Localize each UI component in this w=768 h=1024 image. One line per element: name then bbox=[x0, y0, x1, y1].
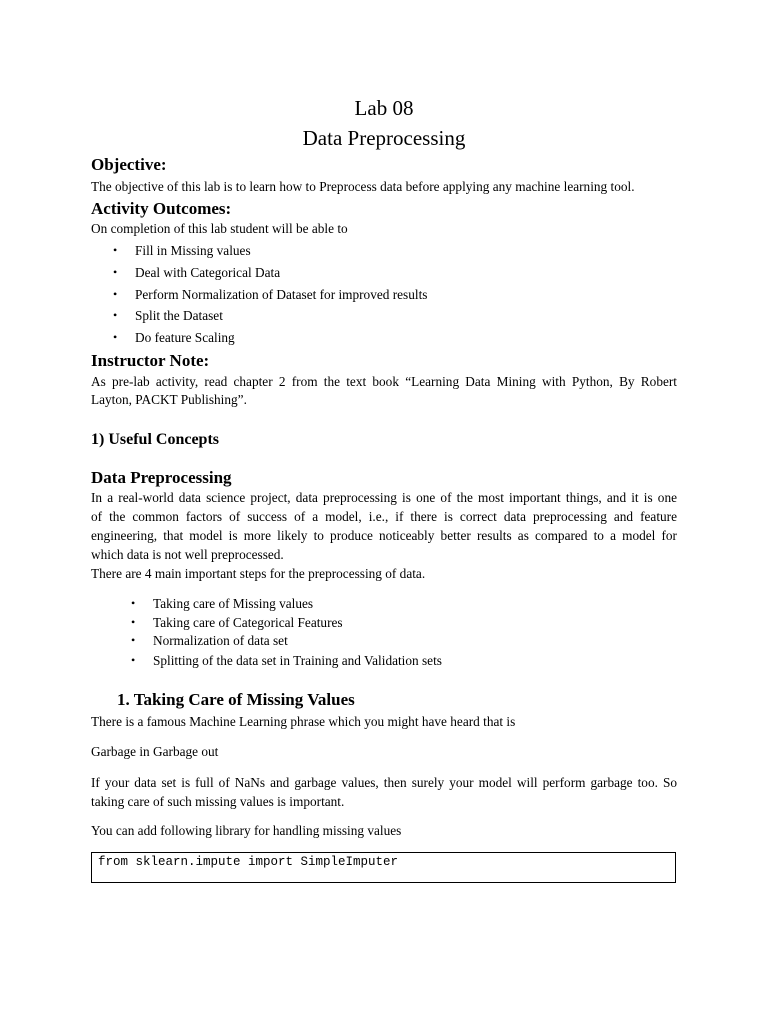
instructor-note-line2: Layton, PACKT Publishing”. bbox=[91, 392, 247, 407]
bullet-icon: • bbox=[131, 653, 136, 667]
bullet-icon: • bbox=[113, 287, 118, 301]
list-item: Deal with Categorical Data bbox=[135, 265, 281, 280]
list-item: Normalization of data set bbox=[153, 633, 288, 648]
preprocessing-para-line4: which data is not well preprocessed. bbox=[91, 547, 284, 562]
objective-text: The objective of this lab is to learn how to Preprocess data before applying any machine learning tool. bbox=[91, 179, 635, 194]
data-preprocessing-heading: Data Preprocessing bbox=[91, 468, 232, 487]
missing-values-heading: 1. Taking Care of Missing Values bbox=[117, 690, 355, 709]
bullet-icon: • bbox=[131, 633, 136, 647]
list-item: Taking care of Categorical Features bbox=[153, 615, 343, 630]
preprocessing-para-line3: engineering, that model is more likely to produce noticeably better results as compared to a model for bbox=[91, 528, 677, 543]
code-block bbox=[91, 852, 676, 883]
bullet-icon: • bbox=[113, 308, 118, 322]
useful-concepts-heading: 1) Useful Concepts bbox=[91, 431, 219, 448]
preprocessing-para-line2: of the common factors of success of a model, i.e., if there is correct data preprocessing and feature bbox=[91, 509, 677, 524]
bullet-icon: • bbox=[113, 243, 118, 257]
preprocessing-para-line1: In a real-world data science project, data preprocessing is one of the most important things, and it is one bbox=[91, 490, 677, 505]
instructor-note-heading: Instructor Note: bbox=[91, 351, 210, 370]
list-item: Fill in Missing values bbox=[135, 243, 251, 258]
list-item: Do feature Scaling bbox=[135, 330, 235, 345]
lab-title: Data Preprocessing bbox=[302, 126, 466, 150]
lab-number: Lab 08 bbox=[354, 96, 414, 120]
missing-values-para-line2: taking care of such missing values is important. bbox=[91, 794, 345, 809]
missing-values-intro: There is a famous Machine Learning phrase which you might have heard that is bbox=[91, 714, 516, 729]
list-item: Splitting of the data set in Training and Validation sets bbox=[153, 653, 442, 668]
code-line: from sklearn.impute import SimpleImputer bbox=[98, 855, 399, 869]
list-item: Perform Normalization of Dataset for improved results bbox=[135, 287, 428, 302]
missing-values-para-line1: If your data set is full of NaNs and garbage values, then surely your model will perform garbage too. So bbox=[91, 775, 677, 790]
bullet-icon: • bbox=[131, 615, 136, 629]
library-intro: You can add following library for handling missing values bbox=[91, 823, 402, 838]
steps-intro: There are 4 main important steps for the preprocessing of data. bbox=[91, 566, 426, 581]
bullet-icon: • bbox=[113, 330, 118, 344]
objective-heading: Objective: bbox=[91, 155, 167, 174]
garbage-phrase: Garbage in Garbage out bbox=[91, 744, 219, 759]
bullet-icon: • bbox=[113, 265, 118, 279]
activity-outcomes-intro: On completion of this lab student will be able to bbox=[91, 221, 348, 236]
activity-outcomes-heading: Activity Outcomes: bbox=[91, 199, 232, 218]
list-item: Taking care of Missing values bbox=[153, 596, 314, 611]
instructor-note-line1: As pre-lab activity, read chapter 2 from the text book “Learning Data Mining with Python, By Robert bbox=[91, 374, 677, 389]
bullet-icon: • bbox=[131, 596, 136, 610]
list-item: Split the Dataset bbox=[135, 308, 223, 323]
